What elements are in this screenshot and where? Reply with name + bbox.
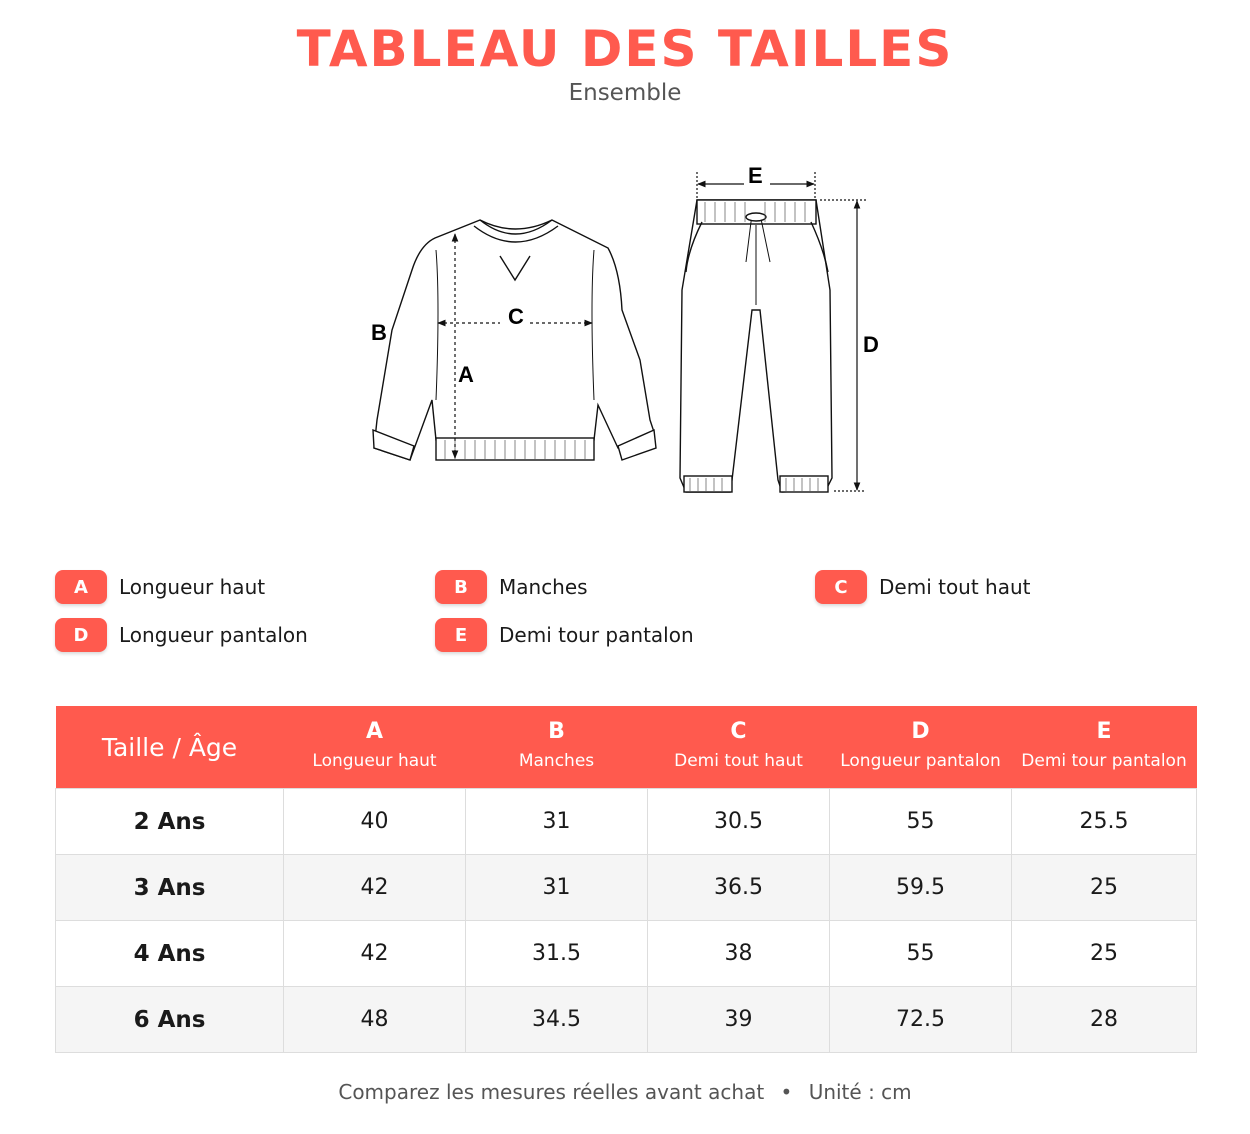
- header-letter: A: [365, 719, 384, 744]
- legend-label: Demi tout haut: [879, 575, 1031, 599]
- cell-value: 72.5: [830, 987, 1012, 1053]
- measure-label-e: E: [748, 163, 763, 188]
- legend-item-b: [435, 570, 588, 604]
- legend-badge: C: [815, 570, 867, 604]
- header-label: Demi tour pantalon: [1021, 751, 1187, 771]
- cell-value: 39: [648, 987, 830, 1053]
- footer-note: [0, 1080, 1250, 1104]
- page-subtitle: Ensemble: [568, 80, 682, 106]
- cell-value: 25.5: [1012, 789, 1197, 855]
- legend-badge: B: [435, 570, 487, 604]
- table-row: [56, 855, 1197, 921]
- measure-label-c: C: [508, 304, 524, 329]
- cell-value: 55: [830, 921, 1012, 987]
- table-row: [56, 789, 1197, 855]
- cell-age: 3 Ans: [56, 855, 284, 921]
- header-label: Manches: [518, 751, 595, 771]
- header-col-c: [648, 706, 830, 789]
- header-col-e: [1012, 706, 1197, 789]
- cell-value: 34.5: [466, 987, 648, 1053]
- header-label: Demi tout haut: [674, 751, 803, 771]
- legend-badge: E: [435, 618, 487, 652]
- cell-value: 31.5: [466, 921, 648, 987]
- pants-drawing: [680, 200, 832, 492]
- cell-value: 25: [1012, 855, 1197, 921]
- table-row: [56, 921, 1197, 987]
- sweatshirt-drawing: [373, 220, 656, 460]
- legend-item-c: [815, 570, 1031, 604]
- legend-item-e: [435, 618, 694, 652]
- header-label: Longueur haut: [312, 751, 437, 771]
- table-header-row: [56, 706, 1197, 789]
- cell-age: 6 Ans: [56, 987, 284, 1053]
- cell-value: 59.5: [830, 855, 1012, 921]
- cell-value: 55: [830, 789, 1012, 855]
- legend-label: Longueur pantalon: [119, 623, 308, 647]
- cell-value: 42: [284, 921, 466, 987]
- header-letter: C: [730, 719, 747, 744]
- cell-value: 38: [648, 921, 830, 987]
- page-title: TABLEAU DES TAILLES: [296, 20, 954, 78]
- cell-value: 25: [1012, 921, 1197, 987]
- legend-badge: D: [55, 618, 107, 652]
- header-label: Longueur pantalon: [840, 751, 1001, 771]
- legend-item-a: [55, 570, 265, 604]
- footer-separator: •: [780, 1080, 793, 1104]
- cell-value: 31: [466, 855, 648, 921]
- legend-item-d: [55, 618, 308, 652]
- cell-value: 30.5: [648, 789, 830, 855]
- measure-label-b: B: [371, 320, 387, 345]
- measure-label-a: A: [458, 362, 474, 387]
- legend: [55, 570, 1205, 660]
- footer-text: Comparez les mesures réelles avant achat: [338, 1080, 765, 1104]
- footer-unit: Unité : cm: [808, 1080, 912, 1104]
- header-col-d: [830, 706, 1012, 789]
- legend-label: Manches: [499, 575, 588, 599]
- outfit-illustration: [360, 160, 890, 500]
- table-row: [56, 987, 1197, 1053]
- legend-label: Demi tour pantalon: [499, 623, 694, 647]
- cell-age: 2 Ans: [56, 789, 284, 855]
- cell-value: 28: [1012, 987, 1197, 1053]
- cell-age: 4 Ans: [56, 921, 284, 987]
- cell-value: 48: [284, 987, 466, 1053]
- legend-label: Longueur haut: [119, 575, 266, 599]
- header-letter: E: [1096, 719, 1112, 744]
- header-col-a: [284, 706, 466, 789]
- header-letter: D: [911, 719, 930, 744]
- measure-label-d: D: [863, 332, 879, 357]
- size-table: [55, 706, 1197, 1053]
- legend-badge: A: [55, 570, 107, 604]
- cell-value: 36.5: [648, 855, 830, 921]
- header-letter: B: [548, 719, 565, 744]
- header-col-b: [466, 706, 648, 789]
- cell-value: 40: [284, 789, 466, 855]
- cell-value: 42: [284, 855, 466, 921]
- cell-value: 31: [466, 789, 648, 855]
- header-size-age: Taille / Âge: [56, 706, 284, 789]
